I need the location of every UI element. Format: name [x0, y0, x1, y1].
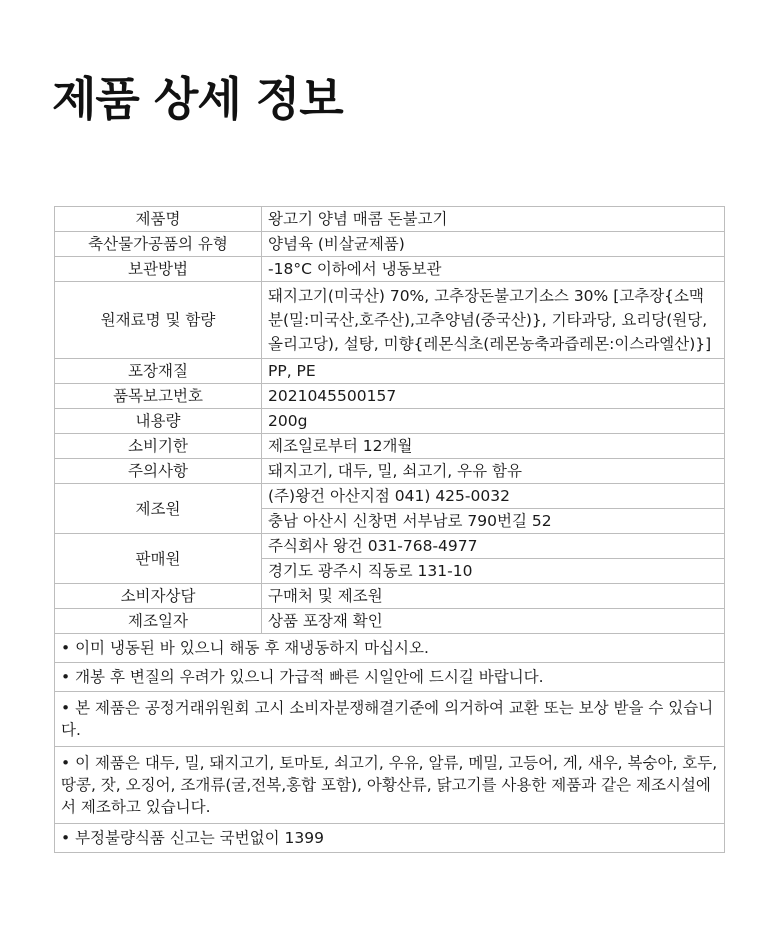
note-no-refreeze: • 이미 냉동된 바 있으니 해동 후 재냉동하지 마십시오. — [55, 634, 725, 663]
row-label-storage: 보관방법 — [55, 257, 262, 282]
note-row — [55, 747, 725, 824]
row-label-manufacturer: 제조원 — [55, 484, 262, 534]
row-value-caution: 돼지고기, 대두, 밀, 쇠고기, 우유 함유 — [262, 459, 725, 484]
table-row — [55, 484, 725, 509]
note-allergen-facility: • 이 제품은 대두, 밀, 돼지고기, 토마토, 쇠고기, 우유, 알류, 메밀, 고등어, 게, 새우, 복숭아, 호두, 땅콩, 잣, 오징어, 조개류(굴,전복,홍합 포함), 아황산류, 닭고기를 사용한 제품과 같은 제조시설에서 제조하고 있습니다. — [55, 747, 725, 824]
table-row — [55, 282, 725, 359]
row-value-expiry: 제조일로부터 12개월 — [262, 434, 725, 459]
row-label-packaging: 포장재질 — [55, 359, 262, 384]
note-exchange-policy: • 본 제품은 공정거래위원회 고시 소비자분쟁해결기준에 의거하여 교환 또는 보상 받을 수 있습니다. — [55, 692, 725, 747]
table-row — [55, 232, 725, 257]
note-after-opening: • 개봉 후 변질의 우려가 있으니 가급적 빠른 시일안에 드시길 바랍니다. — [55, 663, 725, 692]
row-label-mfg-date: 제조일자 — [55, 609, 262, 634]
row-label-consumer-service: 소비자상담 — [55, 584, 262, 609]
row-label-net-weight: 내용량 — [55, 409, 262, 434]
table-row — [55, 609, 725, 634]
table-row — [55, 257, 725, 282]
row-value-packaging: PP, PE — [262, 359, 725, 384]
row-label-product-name: 제품명 — [55, 207, 262, 232]
row-label-product-type: 축산물가공품의 유형 — [55, 232, 262, 257]
table-row — [55, 434, 725, 459]
row-label-report-number: 품목보고번호 — [55, 384, 262, 409]
row-value-consumer-service: 구매처 및 제조원 — [262, 584, 725, 609]
row-value-product-type: 양념육 (비살균제품) — [262, 232, 725, 257]
product-info-table — [54, 206, 725, 853]
note-row — [55, 663, 725, 692]
row-label-ingredients: 원재료명 및 함량 — [55, 282, 262, 359]
table-row — [55, 384, 725, 409]
note-report-hotline: • 부정불량식품 신고는 국번없이 1399 — [55, 824, 725, 853]
table-row — [55, 459, 725, 484]
row-value-report-number: 2021045500157 — [262, 384, 725, 409]
seller-address: 경기도 광주시 직동로 131-10 — [262, 559, 725, 584]
row-value-storage: -18°C 이하에서 냉동보관 — [262, 257, 725, 282]
table-row — [55, 359, 725, 384]
manufacturer-phone: (주)왕건 아산지점 041) 425-0032 — [262, 484, 725, 509]
row-value-ingredients: 돼지고기(미국산) 70%, 고추장돈불고기소스 30% [고추장{소맥분(밀:미국산,호주산),고추양념(중국산)}, 기타과당, 요리당(원당,올리고당), 설탕, 미향{레몬식초(레몬농축과즙레몬:이스라엘산)}] — [262, 282, 725, 359]
row-label-expiry: 소비기한 — [55, 434, 262, 459]
note-row — [55, 634, 725, 663]
row-value-product-name: 왕고기 양념 매콤 돈불고기 — [262, 207, 725, 232]
table-row — [55, 409, 725, 434]
table-row — [55, 584, 725, 609]
row-value-mfg-date: 상품 포장재 확인 — [262, 609, 725, 634]
seller-phone: 주식회사 왕건 031-768-4977 — [262, 534, 725, 559]
row-label-seller: 판매원 — [55, 534, 262, 584]
manufacturer-address: 충남 아산시 신창면 서부남로 790번길 52 — [262, 509, 725, 534]
table-row — [55, 534, 725, 559]
note-row — [55, 824, 725, 853]
table-row — [55, 207, 725, 232]
page-title: 제품 상세 정보 — [52, 72, 343, 126]
note-row — [55, 692, 725, 747]
row-label-caution: 주의사항 — [55, 459, 262, 484]
row-value-net-weight: 200g — [262, 409, 725, 434]
